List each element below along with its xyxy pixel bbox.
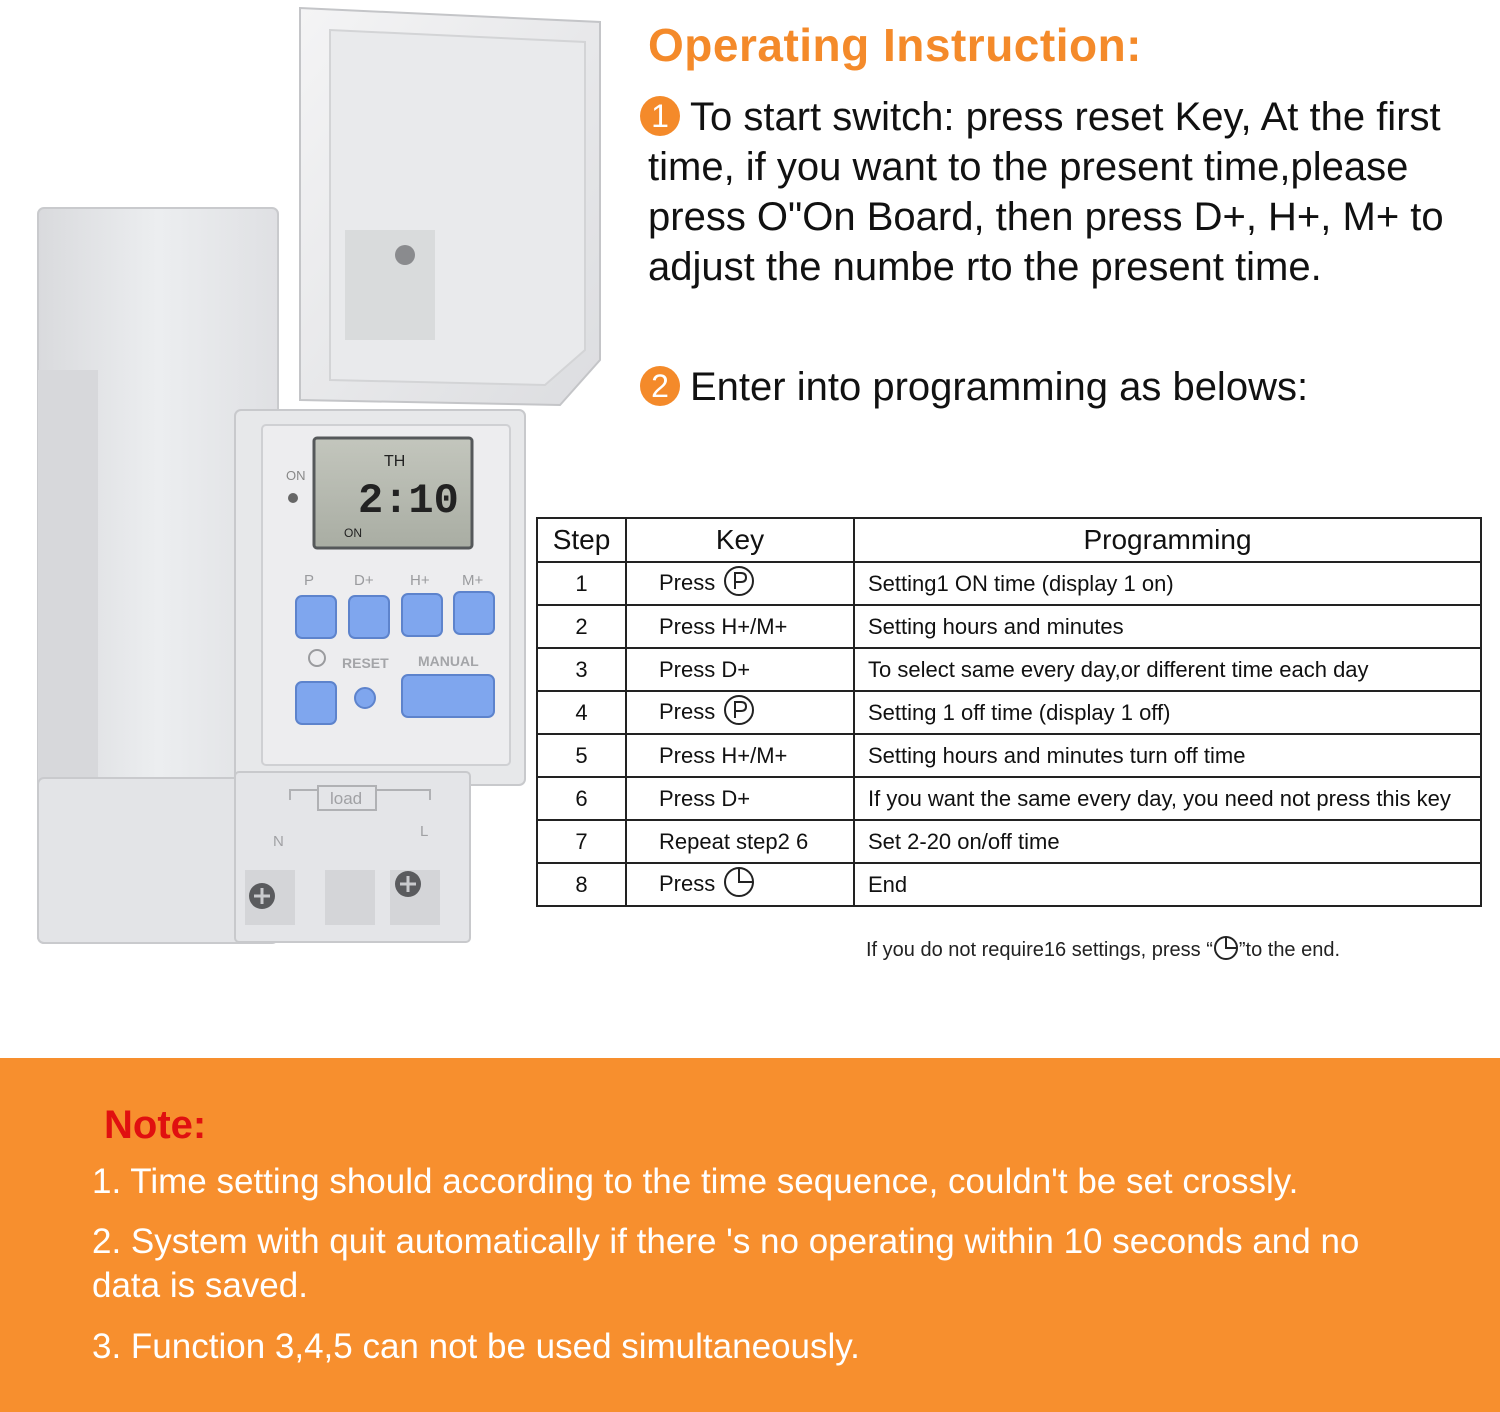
terminal-l-label: L [420,823,429,840]
step-2-paragraph [648,362,1468,412]
day-button-label: D+ [354,572,374,589]
p-circle-icon [723,565,755,603]
note-line-3: 3. Function 3,4,5 can not be used simultaneously. [92,1327,860,1366]
on-indicator-label: ON [286,468,306,483]
note-line-1: 1. Time setting should according to the time sequence, couldn't be set crossly. [92,1162,1299,1201]
table-row [537,863,1481,906]
note-title: Note: [104,1103,207,1147]
header-step: Step [537,518,626,562]
table-footnote [866,935,1340,967]
clock-icon [723,866,755,904]
programming-cell: Setting 1 off time (display 1 off) [854,691,1481,734]
key-text: Press [659,870,716,896]
step-2-text: Enter into programming as belows: [690,365,1309,409]
manual-button[interactable] [402,675,494,717]
key-cell [626,820,854,863]
table-row [537,777,1481,820]
step-cell: 2 [537,605,626,648]
footnote-text-before: If you do not require16 settings, press “ [866,939,1213,961]
program-button[interactable] [296,596,336,638]
step-1-number: 1 [640,96,680,136]
key-text: Press H+/M+ [659,613,788,639]
minute-plus-button[interactable] [454,592,494,634]
table-row [537,648,1481,691]
key-text: Press [659,569,716,595]
programming-cell: Setting hours and minutes turn off time [854,734,1481,777]
key-cell [626,691,854,734]
reset-button[interactable] [355,688,375,708]
hour-button-label: H+ [410,572,430,589]
load-label: load [330,789,363,808]
programming-cell: To select same every day,or different time each day [854,648,1481,691]
timer-switch-device [0,0,610,960]
reset-label: RESET [342,655,389,671]
instructions-title: Operating Instruction: [648,19,1142,71]
terminal-n-label: N [273,833,284,850]
step-cell: 6 [537,777,626,820]
header-programming: Programming [854,518,1481,562]
lcd-on-label: ON [344,526,362,540]
table-row [537,562,1481,605]
lcd-time: 2:10 [358,477,459,525]
day-plus-button[interactable] [349,596,389,638]
table-row [537,605,1481,648]
table-header-row [537,518,1481,562]
programming-table [536,517,1482,907]
lcd-day: TH [384,453,406,470]
key-cell [626,562,854,605]
minute-button-label: M+ [462,572,484,589]
key-cell [626,777,854,820]
key-text: Press [659,698,716,724]
timer-switch-illustration [0,0,610,960]
table-row [537,691,1481,734]
header-key: Key [626,518,854,562]
table-row [537,734,1481,777]
key-text: Press D+ [659,656,751,682]
step-cell: 7 [537,820,626,863]
program-button-label: P [304,572,315,589]
programming-cell: End [854,863,1481,906]
table-body [537,562,1481,906]
hour-plus-button[interactable] [402,594,442,636]
p-circle-icon [723,694,755,732]
step-cell: 1 [537,562,626,605]
step-1-text: To start switch: press reset Key, At the first time, if you want to the present time,please press O"On Board, then press D+, H+, M+ to adjust the numbe rto the present time. [648,95,1444,289]
programming-cell: Setting hours and minutes [854,605,1481,648]
key-cell [626,648,854,691]
key-cell [626,734,854,777]
manual-label: MANUAL [418,653,479,669]
step-2-number: 2 [640,366,680,406]
on-indicator-led [288,493,298,503]
footnote-text-after: ”to the end. [1238,939,1341,961]
key-cell [626,863,854,906]
table-row [537,820,1481,863]
clock-button[interactable] [296,682,336,724]
key-cell [626,605,854,648]
clock-icon [1213,935,1239,967]
step-cell: 3 [537,648,626,691]
key-text: Press H+/M+ [659,742,788,768]
programming-cell: Set 2-20 on/off time [854,820,1481,863]
step-cell: 5 [537,734,626,777]
key-text: Repeat step2 6 [659,828,809,854]
step-1-paragraph [648,92,1468,292]
note-line-2: 2. System with quit automatically if there 's no operating within 10 seconds and no data is saved. [92,1222,1360,1305]
key-text: Press D+ [659,785,751,811]
programming-cell: Setting1 ON time (display 1 on) [854,562,1481,605]
step-cell: 4 [537,691,626,734]
programming-cell: If you want the same every day, you need not press this key [854,777,1481,820]
step-cell: 8 [537,863,626,906]
